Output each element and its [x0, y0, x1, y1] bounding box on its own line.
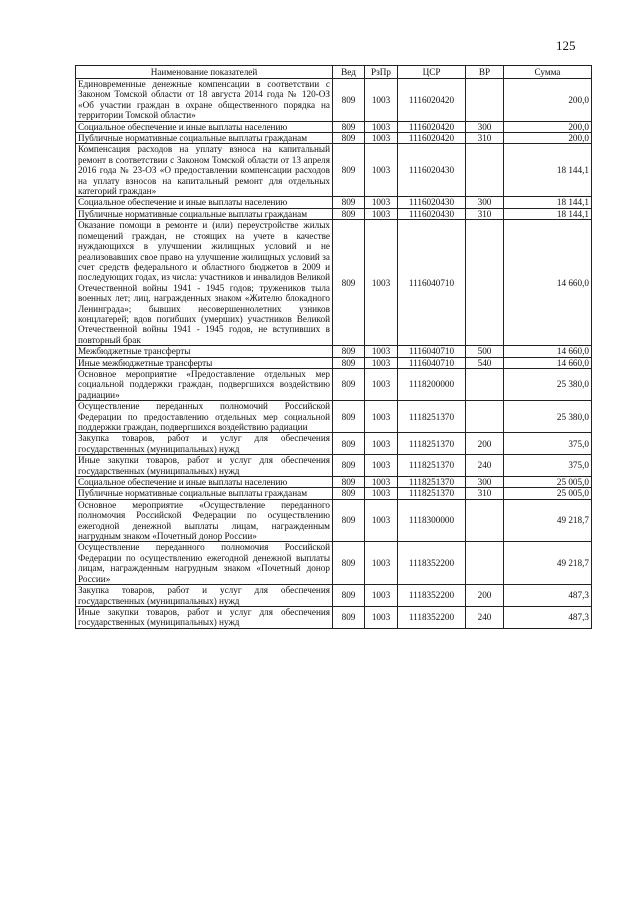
- row-vr-cell: 240: [466, 455, 504, 477]
- budget-table: [75, 65, 592, 629]
- row-csr-cell: 1118251370: [398, 455, 466, 477]
- row-sum-cell: 14 660,0: [504, 346, 592, 357]
- row-sum-cell: 487,3: [504, 606, 592, 628]
- row-vr-cell: [466, 401, 504, 433]
- table-row: [76, 220, 592, 346]
- row-csr-cell: 1118251370: [398, 488, 466, 499]
- row-name-cell: Осуществление переданных полномочий Российской Федерации по предоставлению отдельных мер социальной поддержки граждан, подвергшихся воздействию радиации: [76, 401, 333, 433]
- row-sum-cell: 25 005,0: [504, 488, 592, 499]
- row-rzpr-cell: 1003: [365, 368, 398, 400]
- row-name-cell: Межбюджетные трансферты: [76, 346, 333, 357]
- row-sum-cell: 25 005,0: [504, 477, 592, 488]
- row-vr-cell: 300: [466, 477, 504, 488]
- row-name-cell: Социальное обеспечение и иные выплаты населению: [76, 197, 333, 208]
- table-row: [76, 197, 592, 208]
- row-ved-cell: 809: [333, 79, 365, 122]
- table-row: [76, 208, 592, 219]
- row-ved-cell: 809: [333, 368, 365, 400]
- page-number: 125: [556, 38, 576, 53]
- row-vr-cell: [466, 220, 504, 346]
- row-sum-cell: 18 144,1: [504, 144, 592, 197]
- row-vr-cell: 300: [466, 197, 504, 208]
- row-sum-cell: 487,3: [504, 585, 592, 607]
- row-csr-cell: 1118300000: [398, 499, 466, 542]
- row-vr-cell: 540: [466, 357, 504, 368]
- row-rzpr-cell: 1003: [365, 433, 398, 455]
- row-vr-cell: 200: [466, 585, 504, 607]
- row-sum-cell: 200,0: [504, 133, 592, 144]
- row-csr-cell: 1118251370: [398, 433, 466, 455]
- row-name-cell: Закупка товаров, работ и услуг для обеспечения государственных (муниципальных) нужд: [76, 585, 333, 607]
- row-vr-cell: 310: [466, 488, 504, 499]
- table-row: [76, 585, 592, 607]
- row-sum-cell: 375,0: [504, 455, 592, 477]
- row-vr-cell: 310: [466, 208, 504, 219]
- row-name-cell: Публичные нормативные социальные выплаты гражданам: [76, 208, 333, 219]
- row-ved-cell: 809: [333, 433, 365, 455]
- row-csr-cell: 1116040710: [398, 346, 466, 357]
- row-csr-cell: 1118352200: [398, 606, 466, 628]
- row-ved-cell: 809: [333, 455, 365, 477]
- row-csr-cell: 1118251370: [398, 401, 466, 433]
- row-rzpr-cell: 1003: [365, 144, 398, 197]
- row-rzpr-cell: 1003: [365, 133, 398, 144]
- row-ved-cell: 809: [333, 197, 365, 208]
- table-row: [76, 79, 592, 122]
- row-sum-cell: 25 380,0: [504, 368, 592, 400]
- row-ved-cell: 809: [333, 401, 365, 433]
- row-ved-cell: 809: [333, 220, 365, 346]
- table-row: [76, 401, 592, 433]
- row-rzpr-cell: 1003: [365, 208, 398, 219]
- row-name-cell: Основное мероприятие «Предоставление отдельных мер социальной поддержки граждан, подвергшихся воздействию радиации»: [76, 368, 333, 400]
- row-rzpr-cell: 1003: [365, 477, 398, 488]
- row-vr-cell: [466, 499, 504, 542]
- table-row: [76, 133, 592, 144]
- row-vr-cell: 200: [466, 433, 504, 455]
- table-header-row: [76, 66, 592, 79]
- row-csr-cell: 1118352200: [398, 585, 466, 607]
- row-sum-cell: 14 660,0: [504, 220, 592, 346]
- row-rzpr-cell: 1003: [365, 585, 398, 607]
- row-sum-cell: 200,0: [504, 79, 592, 122]
- row-sum-cell: 49 218,7: [504, 499, 592, 542]
- row-ved-cell: 809: [333, 488, 365, 499]
- row-sum-cell: 200,0: [504, 121, 592, 132]
- row-ved-cell: 809: [333, 133, 365, 144]
- row-sum-cell: 18 144,1: [504, 208, 592, 219]
- row-ved-cell: 809: [333, 357, 365, 368]
- table-row: [76, 368, 592, 400]
- row-name-cell: Осуществление переданного полномочия Российской Федерации по осуществлению ежегодной денежной выплаты лицам, награжденным нагрудным знаком «Почетный донор России»: [76, 542, 333, 585]
- row-name-cell: Иные закупки товаров, работ и услуг для обеспечения государственных (муниципальных) нужд: [76, 455, 333, 477]
- row-ved-cell: 809: [333, 585, 365, 607]
- table-row: [76, 121, 592, 132]
- row-name-cell: Закупка товаров, работ и услуг для обеспечения государственных (муниципальных) нужд: [76, 433, 333, 455]
- row-vr-cell: 240: [466, 606, 504, 628]
- row-ved-cell: 809: [333, 606, 365, 628]
- table-row: [76, 357, 592, 368]
- header-sum: Сумма: [504, 66, 592, 79]
- row-csr-cell: 1116020420: [398, 133, 466, 144]
- row-name-cell: Иные закупки товаров, работ и услуг для обеспечения государственных (муниципальных) нужд: [76, 606, 333, 628]
- row-name-cell: Публичные нормативные социальные выплаты гражданам: [76, 488, 333, 499]
- row-name-cell: Компенсация расходов на уплату взноса на капитальный ремонт в соответствии с Законом Томской области от 13 апреля 2016 года № 23-ОЗ «О предоставлении компенсации расходов на уплату взносов на капитальный ремонт для отдельных категорий граждан»: [76, 144, 333, 197]
- table-row: [76, 488, 592, 499]
- row-rzpr-cell: 1003: [365, 455, 398, 477]
- row-sum-cell: 375,0: [504, 433, 592, 455]
- row-ved-cell: 809: [333, 346, 365, 357]
- row-rzpr-cell: 1003: [365, 401, 398, 433]
- row-vr-cell: 300: [466, 121, 504, 132]
- table-row: [76, 542, 592, 585]
- row-csr-cell: 1118352200: [398, 542, 466, 585]
- row-csr-cell: 1118251370: [398, 477, 466, 488]
- row-csr-cell: 1116020430: [398, 197, 466, 208]
- row-ved-cell: 809: [333, 121, 365, 132]
- row-rzpr-cell: 1003: [365, 346, 398, 357]
- row-rzpr-cell: 1003: [365, 220, 398, 346]
- table-row: [76, 477, 592, 488]
- header-rzpr: РзПр: [365, 66, 398, 79]
- row-rzpr-cell: 1003: [365, 606, 398, 628]
- row-sum-cell: 25 380,0: [504, 401, 592, 433]
- header-csr: ЦСР: [398, 66, 466, 79]
- row-csr-cell: 1116020430: [398, 208, 466, 219]
- row-vr-cell: 310: [466, 133, 504, 144]
- row-vr-cell: [466, 368, 504, 400]
- row-csr-cell: 1118200000: [398, 368, 466, 400]
- row-ved-cell: 809: [333, 144, 365, 197]
- row-vr-cell: [466, 542, 504, 585]
- row-name-cell: Иные межбюджетные трансферты: [76, 357, 333, 368]
- row-name-cell: Публичные нормативные социальные выплаты гражданам: [76, 133, 333, 144]
- row-rzpr-cell: 1003: [365, 197, 398, 208]
- row-name-cell: Оказание помощи в ремонте и (или) переустройстве жилых помещений граждан, не стоящих на учете в качестве нуждающихся в улучшении жилищных условий и не реализовавших свое право на улучшение жилищных условий за счет средств федерального и областного бюджетов в 2009 и последующих годах, из числа: участников и инвалидов Великой Отечественной войны 1941 - 1945 годов; тружеников тыла военных лет; лиц, награжденных знаком «Жителю блокадного Ленинграда»; бывших несовершеннолетних узников концлагерей; вдов погибших (умерших) участников Великой Отечественной войны 1941 - 1945 годов, не вступивших в повторный брак: [76, 220, 333, 346]
- row-csr-cell: 1116020420: [398, 79, 466, 122]
- table-row: [76, 499, 592, 542]
- row-ved-cell: 809: [333, 208, 365, 219]
- row-csr-cell: 1116040710: [398, 357, 466, 368]
- table-row: [76, 144, 592, 197]
- header-name: Наименование показателей: [76, 66, 333, 79]
- header-vr: ВР: [466, 66, 504, 79]
- table-row: [76, 433, 592, 455]
- row-sum-cell: 18 144,1: [504, 197, 592, 208]
- row-ved-cell: 809: [333, 542, 365, 585]
- row-vr-cell: 500: [466, 346, 504, 357]
- table-row: [76, 455, 592, 477]
- header-ved: Вед: [333, 66, 365, 79]
- row-rzpr-cell: 1003: [365, 499, 398, 542]
- row-name-cell: Единовременные денежные компенсации в соответствии с Законом Томской области от 18 августа 2014 года № 120-ОЗ «Об участии граждан в охране общественного порядка на территории Томской области»: [76, 79, 333, 122]
- row-name-cell: Социальное обеспечение и иные выплаты населению: [76, 477, 333, 488]
- row-rzpr-cell: 1003: [365, 488, 398, 499]
- row-rzpr-cell: 1003: [365, 79, 398, 122]
- row-csr-cell: 1116020430: [398, 144, 466, 197]
- row-csr-cell: 1116040710: [398, 220, 466, 346]
- row-rzpr-cell: 1003: [365, 121, 398, 132]
- row-rzpr-cell: 1003: [365, 542, 398, 585]
- row-rzpr-cell: 1003: [365, 357, 398, 368]
- row-ved-cell: 809: [333, 477, 365, 488]
- row-sum-cell: 14 660,0: [504, 357, 592, 368]
- row-csr-cell: 1116020420: [398, 121, 466, 132]
- row-vr-cell: [466, 79, 504, 122]
- row-name-cell: Основное мероприятие «Осуществление переданного полномочия Российской Федерации по осуществлению ежегодной денежной выплаты лицам, награжденным нагрудным знаком «Почетный донор России»: [76, 499, 333, 542]
- row-sum-cell: 49 218,7: [504, 542, 592, 585]
- row-vr-cell: [466, 144, 504, 197]
- table-row: [76, 606, 592, 628]
- table-row: [76, 346, 592, 357]
- row-ved-cell: 809: [333, 499, 365, 542]
- row-name-cell: Социальное обеспечение и иные выплаты населению: [76, 121, 333, 132]
